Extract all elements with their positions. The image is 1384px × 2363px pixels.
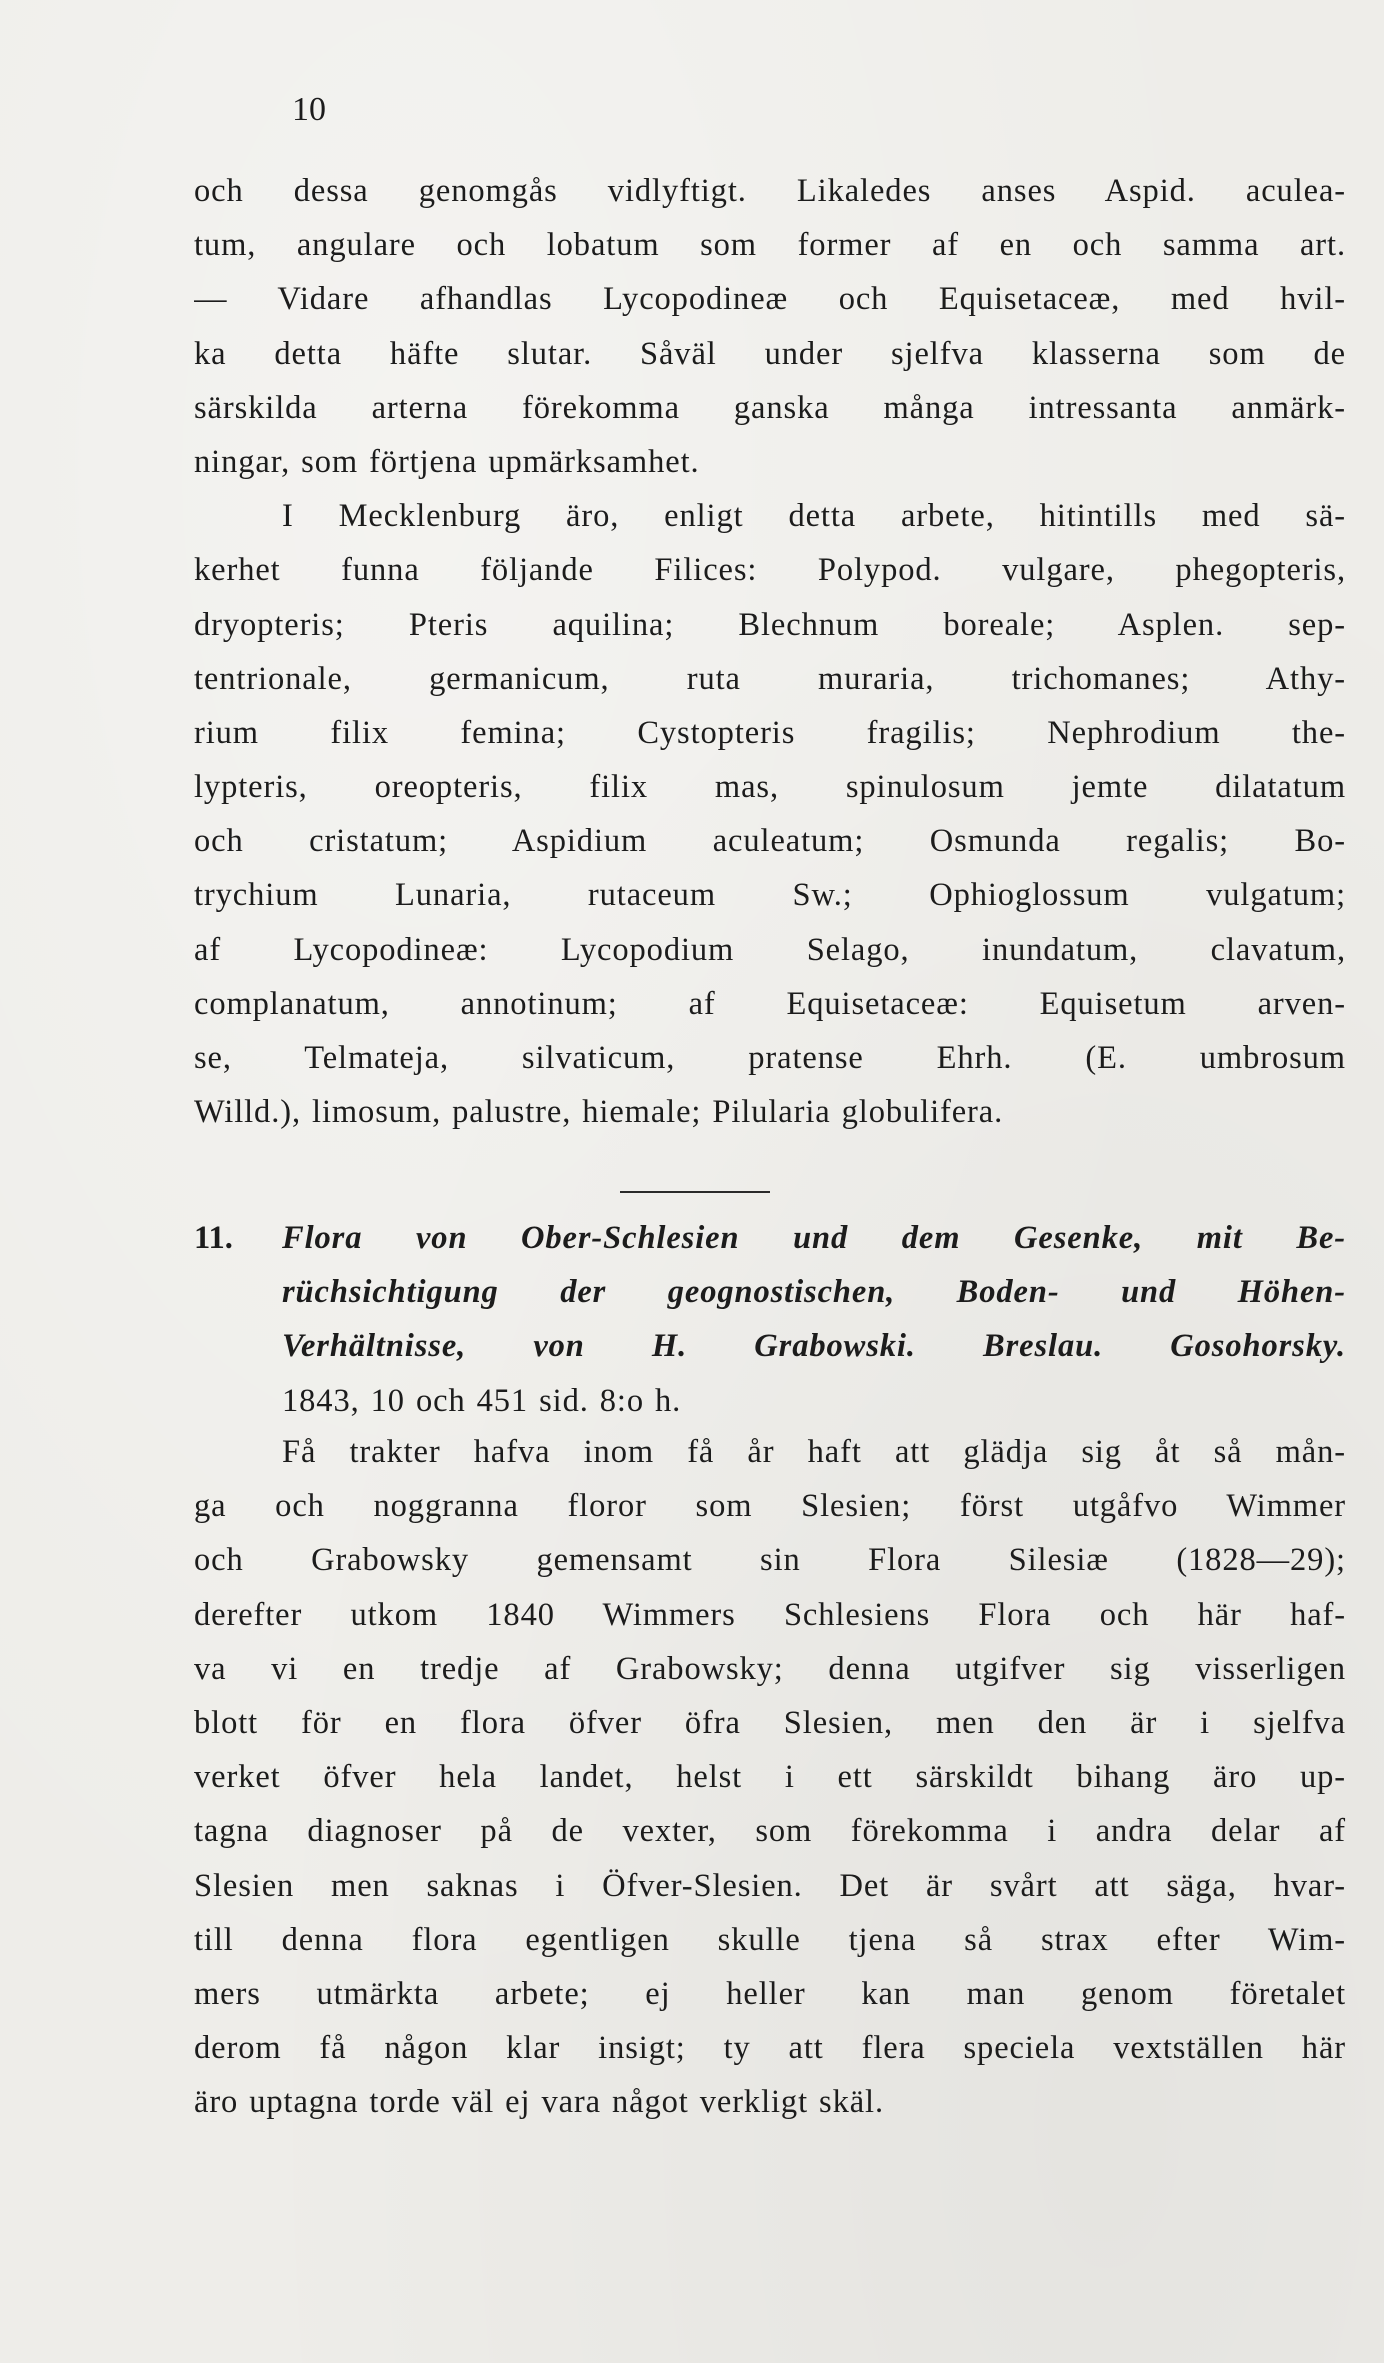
text-line: Willd.), limosum, palustre, hiemale; Pilularia globulifera. [194, 1094, 1004, 1131]
reference-line: 1843, 10 och 451 sid. 8:o h. [282, 1382, 682, 1419]
text-line: derefter utkom 1840 Wimmers Schlesiens Flora och här haf- [194, 1596, 1346, 1633]
text-line: ningar, som förtjena upmärksamhet. [194, 443, 700, 480]
text-line: lypteris, oreopteris, filix mas, spinulosum jemte dilatatum [194, 769, 1346, 806]
text-line: va vi en tredje af Grabowsky; denna utgifver sig visserligen [194, 1650, 1346, 1687]
reference-number: 11. [194, 1220, 233, 1256]
text-line: äro uptagna torde väl ej vara något verkligt skäl. [194, 2084, 885, 2121]
text-line: — Vidare afhandlas Lycopodineæ och Equisetaceæ, med hvil- [194, 281, 1346, 318]
text-line: af Lycopodineæ: Lycopodium Selago, inundatum, clavatum, [194, 931, 1346, 968]
text-line: och dessa genomgås vidlyftigt. Likaledes anses Aspid. aculea- [194, 173, 1346, 209]
text-line: Få trakter hafva inom få år haft att glädja sig åt så mån- [282, 1434, 1346, 1470]
text-line: och Grabowsky gemensamt sin Flora Silesiæ (1828—29); [194, 1542, 1346, 1579]
text-line: dryopteris; Pteris aquilina; Blechnum boreale; Asplen. sep- [194, 606, 1346, 643]
text-line: tentrionale, germanicum, ruta muraria, trichomanes; Athy- [194, 660, 1346, 697]
text-line: complanatum, annotinum; af Equisetaceæ: Equisetum arven- [194, 985, 1346, 1022]
text-line: trychium Lunaria, rutaceum Sw.; Ophioglossum vulgatum; [194, 877, 1346, 914]
reference-line: Verhältnisse, von H. Grabowski. Breslau. Gosohorsky. [282, 1328, 1346, 1365]
text-line: och cristatum; Aspidium aculeatum; Osmunda regalis; Bo- [194, 823, 1346, 860]
text-line: tum, angulare och lobatum som former af en och samma art. [194, 227, 1346, 264]
text-line: till denna flora egentligen skulle tjena så strax efter Wim- [194, 1921, 1346, 1958]
text-line: mers utmärkta arbete; ej heller kan man genom företalet [194, 1975, 1346, 2012]
reference-title [194, 1211, 1346, 1428]
text-line: tagna diagnoser på de vexter, som förekomma i andra delar af [194, 1813, 1346, 1850]
text-line: derom få någon klar insigt; ty att flera speciela vextställen här [194, 2030, 1346, 2067]
text-line: ga och noggranna floror som Slesien; först utgåfvo Wimmer [194, 1488, 1346, 1525]
text-line: särskilda arterna förekomma ganska många intressanta anmärk- [194, 389, 1346, 426]
text-line: I Mecklenburg äro, enligt detta arbete, hitintills med sä- [282, 498, 1346, 535]
page-number: 10 [292, 91, 326, 128]
text-line: verket öfver hela landet, helst i ett särskildt bihang äro up- [194, 1759, 1346, 1796]
body-paragraph [194, 1425, 1346, 2129]
review-paragraph [194, 164, 1346, 1139]
reference-line: rüchsichtigung der geognostischen, Boden- und Höhen- [282, 1274, 1346, 1311]
text-line: se, Telmateja, silvaticum, pratense Ehrh. (E. umbrosum [194, 1040, 1346, 1076]
section-divider [620, 1191, 770, 1193]
text-line: ka detta häfte slutar. Såväl under sjelfva klasserna som de [194, 335, 1346, 372]
text-line: kerhet funna följande Filices: Polypod. vulgare, phegopteris, [194, 552, 1346, 589]
text-line: rium filix femina; Cystopteris fragilis; Nephrodium the- [194, 714, 1346, 751]
reference-line: Flora von Ober-Schlesien und dem Gesenke, mit Be- [282, 1220, 1346, 1256]
text-line: blott för en flora öfver öfra Slesien, men den är i sjelfva [194, 1704, 1346, 1741]
text-line: Slesien men saknas i Öfver-Slesien. Det är svårt att säga, hvar- [194, 1867, 1346, 1904]
